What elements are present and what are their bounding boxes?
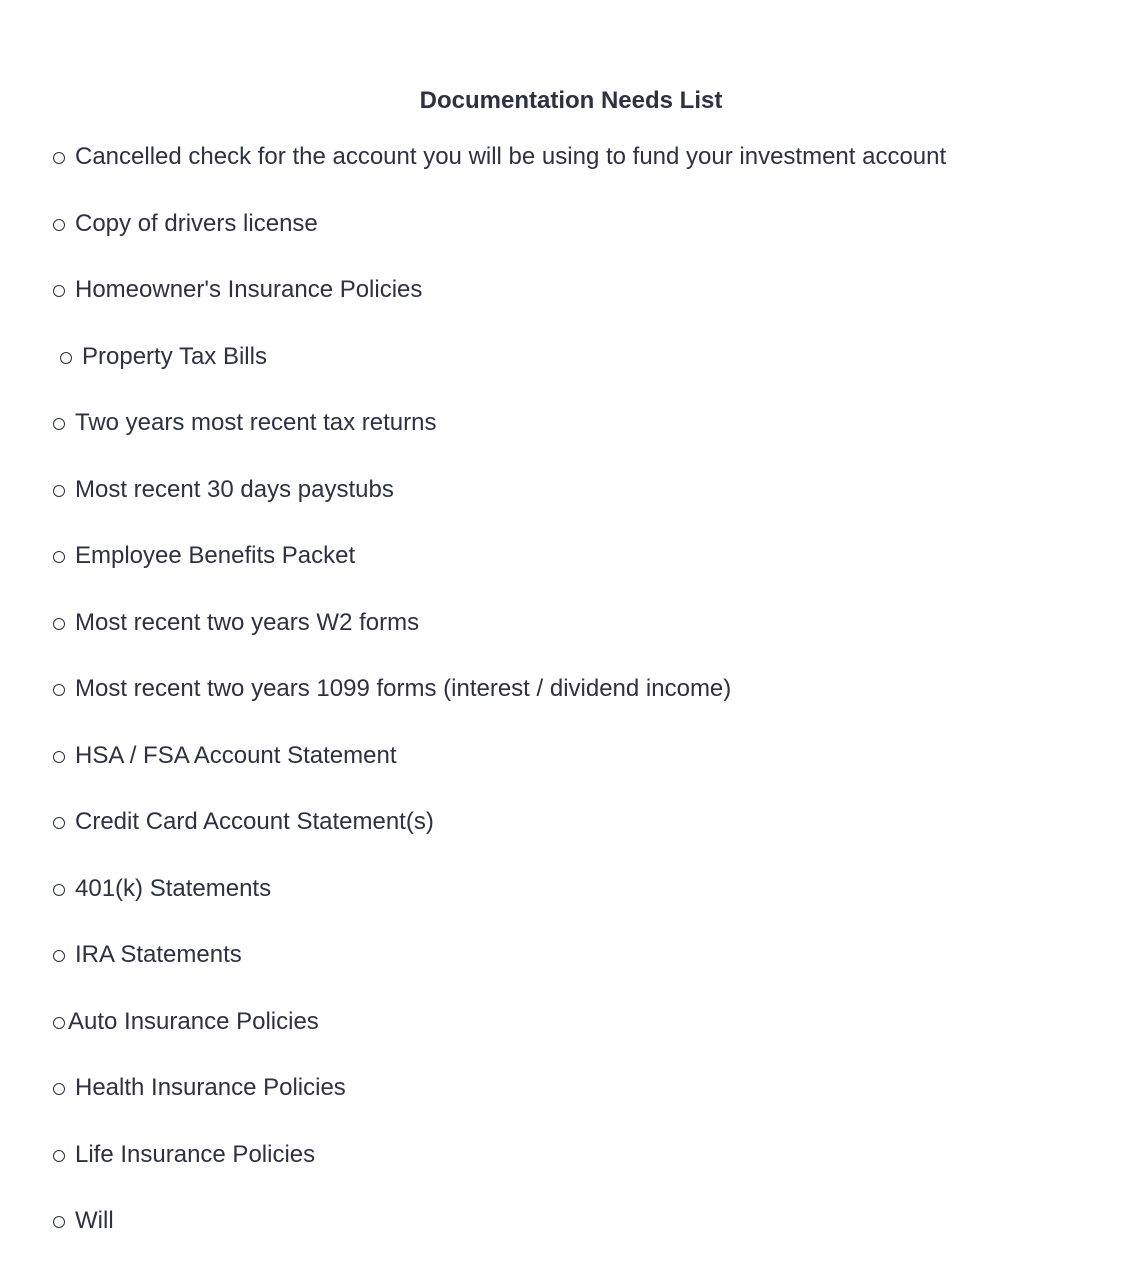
- list-item-text: Most recent two years 1099 forms (interest / dividend income): [75, 675, 732, 702]
- list-item-text: Auto Insurance Policies: [68, 1007, 319, 1035]
- list-item: [53, 539, 1113, 606]
- list-item-text: 401(k) Statements: [75, 874, 272, 902]
- circle-bullet-icon: [53, 1083, 65, 1095]
- list-item: [53, 872, 1113, 939]
- circle-bullet-icon: [53, 884, 65, 896]
- list-item: [53, 938, 1113, 1005]
- list-item: [53, 140, 1113, 207]
- list-item-text: Employee Benefits Packet: [75, 542, 356, 569]
- circle-bullet-icon: [60, 352, 72, 364]
- list-item: [53, 606, 1113, 673]
- list-item-text: IRA Statements: [75, 941, 242, 968]
- list-item: [53, 805, 1113, 872]
- circle-bullet-icon: [53, 1150, 65, 1162]
- list-item-text: Two years most recent tax returns: [75, 409, 437, 436]
- list-item: [53, 473, 1113, 540]
- circle-bullet-icon: [53, 618, 65, 630]
- list-item-text: Property Tax Bills: [82, 342, 267, 370]
- list-item: [53, 739, 1113, 806]
- list-item-text: Credit Card Account Statement(s): [75, 808, 434, 835]
- list-item-text: Health Insurance Policies: [75, 1074, 346, 1101]
- list-item: [53, 207, 1113, 274]
- list-item: [53, 340, 1113, 407]
- list-item: [53, 1138, 1113, 1205]
- list-item: [53, 273, 1113, 340]
- circle-bullet-icon: [53, 219, 65, 231]
- list-item-text: Cancelled check for the account you will be using to fund your investment account: [75, 143, 947, 170]
- list-item: [53, 1204, 1113, 1271]
- list-item-text: HSA / FSA Account Statement: [75, 741, 397, 769]
- list-item: [53, 1005, 1113, 1072]
- list-item-text: Life Insurance Policies: [75, 1140, 316, 1168]
- circle-bullet-icon: [53, 751, 65, 763]
- circle-bullet-icon: [53, 418, 65, 430]
- circle-bullet-icon: [53, 551, 65, 563]
- list-item-text: Most recent two years W2 forms: [75, 608, 420, 636]
- list-item-text: Most recent 30 days paystubs: [75, 475, 394, 503]
- list-item: [53, 672, 1113, 739]
- circle-bullet-icon: [53, 1216, 65, 1228]
- circle-bullet-icon: [53, 485, 65, 497]
- circle-bullet-icon: [53, 1017, 65, 1029]
- circle-bullet-icon: [53, 684, 65, 696]
- list-item: [53, 1071, 1113, 1138]
- list-item-text: Homeowner's Insurance Policies: [75, 276, 423, 303]
- list-item: [53, 406, 1113, 473]
- circle-bullet-icon: [53, 950, 65, 962]
- circle-bullet-icon: [53, 152, 65, 164]
- list-item-text: Copy of drivers license: [75, 209, 318, 237]
- circle-bullet-icon: [53, 817, 65, 829]
- documentation-needs-list: [53, 140, 1113, 1271]
- circle-bullet-icon: [53, 285, 65, 297]
- list-item-text: Will: [75, 1207, 114, 1234]
- page-title: Documentation Needs List: [419, 87, 723, 115]
